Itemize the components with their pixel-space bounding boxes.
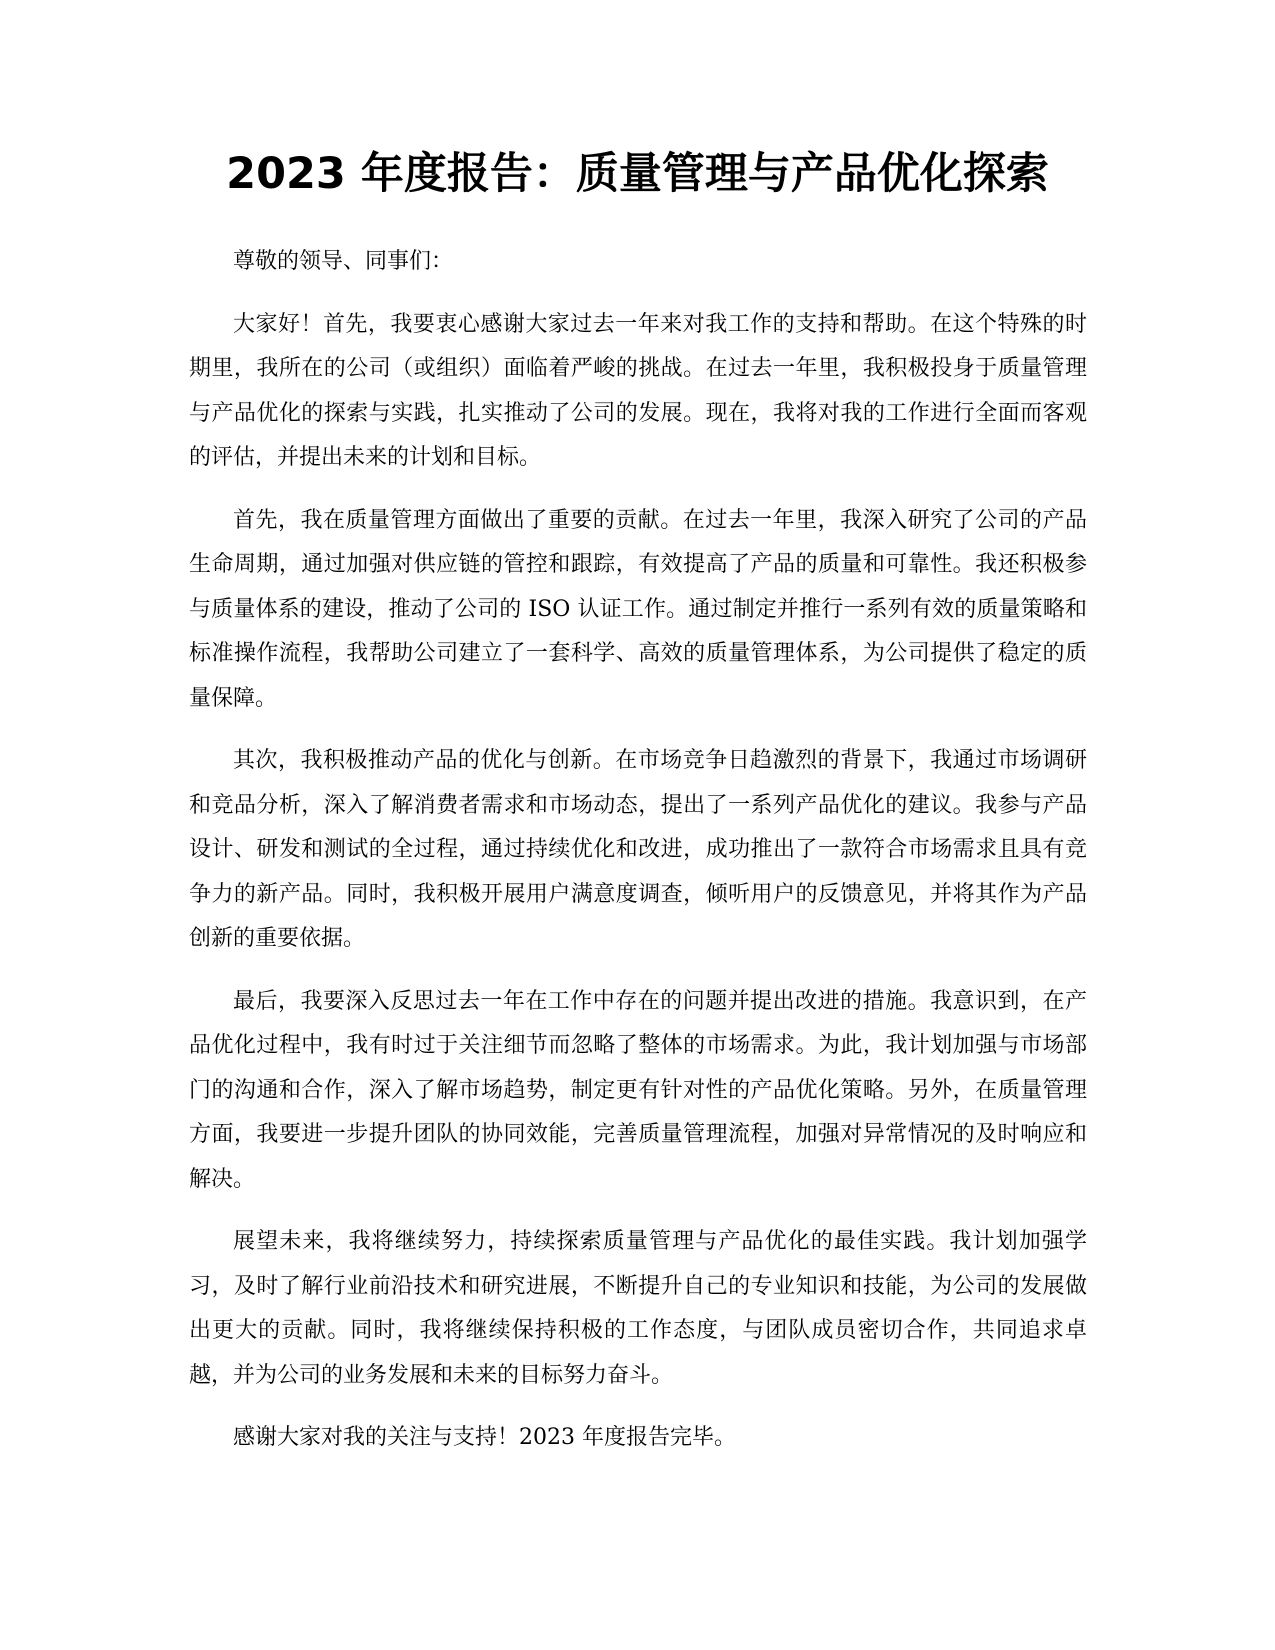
reflection-paragraph: 最后，我要深入反思过去一年在工作中存在的问题并提出改进的措施。我意识到，在产品优化过程中，我有时过于关注细节而忽略了整体的市场需求。为此，我计划加强与市场部门的沟通和合作，深入了解市场趋势，制定更有针对性的产品优化策略。另外，在质量管理方面，我要进一步提升团队的协同效能，完善质量管理流程，加强对异常情况的及时响应和解决。 <box>189 988 1087 1192</box>
quality-management-paragraph: 首先，我在质量管理方面做出了重要的贡献。在过去一年里，我深入研究了公司的产品生命周期，通过加强对供应链的管控和跟踪，有效提高了产品的质量和可靠性。我还积极参与质量体系的建设，推动了公司的 ISO 认证工作。通过制定并推行一系列有效的质量策略和标准操作流程，我帮助公司建立了一套科学、高效的质量管理体系，为公司提供了稳定的质量保障。 <box>189 507 1087 711</box>
closing-paragraph: 感谢大家对我的关注与支持！2023 年度报告完毕。 <box>233 1425 736 1450</box>
document-title: 2023 年度报告：质量管理与产品优化探索 <box>226 149 1049 199</box>
document-body <box>189 240 1087 1479</box>
salutation-paragraph: 尊敬的领导、同事们： <box>233 249 454 274</box>
product-optimization-paragraph: 其次，我积极推动产品的优化与创新。在市场竞争日趋激烈的背景下，我通过市场调研和竞品分析，深入了解消费者需求和市场动态，提出了一系列产品优化的建议。我参与产品设计、研发和测试的全过程，通过持续优化和改进，成功推出了一款符合市场需求且具有竞争力的新产品。同时，我积极开展用户满意度调查，倾听用户的反馈意见，并将其作为产品创新的重要依据。 <box>189 748 1087 951</box>
intro-paragraph: 大家好！首先，我要衷心感谢大家过去一年来对我工作的支持和帮助。在这个特殊的时期里，我所在的公司（或组织）面临着严峻的挑战。在过去一年里，我积极投身于质量管理与产品优化的探索与实践，扎实推动了公司的发展。现在，我将对我的工作进行全面而客观的评估，并提出未来的计划和目标。 <box>189 311 1087 470</box>
outlook-paragraph: 展望未来，我将继续努力，持续探索质量管理与产品优化的最佳实践。我计划加强学习，及时了解行业前沿技术和研究进展，不断提升自己的专业知识和技能，为公司的发展做出更大的贡献。同时，我将继续保持积极的工作态度，与团队成员密切合作，共同追求卓越，并为公司的业务发展和未来的目标努力奋斗。 <box>189 1229 1087 1388</box>
